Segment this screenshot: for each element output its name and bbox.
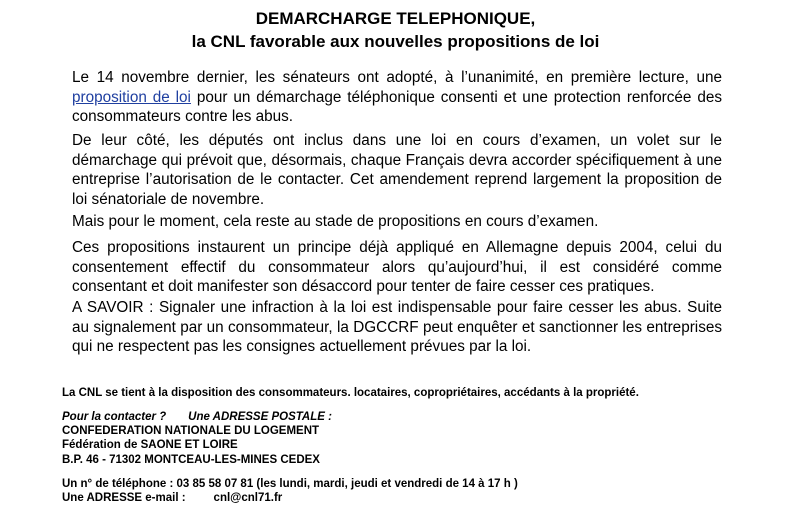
- paragraph-senate-vote: [72, 68, 722, 127]
- page-title: DEMARCHARGE TELEPHONIQUE,: [255, 9, 536, 28]
- contact-prompt: Pour la contacter ?: [62, 411, 167, 423]
- phone-line: Un n° de téléphone : 03 85 58 07 81 (les lundi, mardi, jeudi et vendredi de 14 à 17 h ): [62, 478, 518, 490]
- email-address[interactable]: cnl@cnl71.fr: [213, 492, 283, 504]
- federation-name: Fédération de SAONE ET LOIRE: [62, 439, 238, 451]
- paragraph-deputies: De leur côté, les députés ont inclus dans une loi en cours d’examen, un volet sur le démarchage qui prévoit que, désormais, chaque Français devra accorder spécifiquement à une entreprise l’autorisation de le contacter. Cet amendement reprend largement la proposition de loi sénatoriale de novembre.: [72, 132, 722, 208]
- paragraph-status: Mais pour le moment, cela reste au stade de propositions en cours d’examen.: [72, 213, 599, 230]
- paragraph-a-savoir: A SAVOIR : Signaler une infraction à la loi est indispensable pour faire cesser les abus. Suite au signalement par un consommateur, la DGCCRF peut enquêter et sanctionner les entreprises qui ne respectent pas les consignes actuellement prévues par la loi.: [72, 299, 722, 355]
- paragraph-text: Le 14 novembre dernier, les sénateurs ont adopté, à l’unanimité, en première lecture, une: [72, 69, 722, 86]
- availability-notice: La CNL se tient à la disposition des consommateurs. locataires, copropriétaires, accédants à la propriété.: [62, 387, 639, 399]
- postal-address: B.P. 46 - 71302 MONTCEAU-LES-MINES CEDEX: [62, 454, 320, 466]
- proposition-de-loi-link[interactable]: proposition de loi: [72, 88, 191, 106]
- paragraph-text: pour un démarchage téléphonique consenti et une protection renforcée des consommateurs contre les abus.: [72, 88, 723, 125]
- postal-label: Une ADRESSE POSTALE :: [188, 411, 332, 423]
- contact-header: [62, 410, 332, 424]
- organization-name: CONFEDERATION NATIONALE DU LOGEMENT: [62, 425, 320, 437]
- paragraph-principle: Ces propositions instaurent un principe déjà appliqué en Allemagne depuis 2004, celui du consentement effectif du consommateur alors qu’aujourd’hui, il est considéré comme consentant et doit manifester son désaccord pour tenter de faire cesser ces pratiques.: [72, 239, 722, 295]
- email-line: [62, 491, 282, 505]
- page-subtitle: la CNL favorable aux nouvelles propositions de loi: [191, 32, 600, 51]
- email-label: Une ADRESSE e-mail :: [62, 492, 186, 504]
